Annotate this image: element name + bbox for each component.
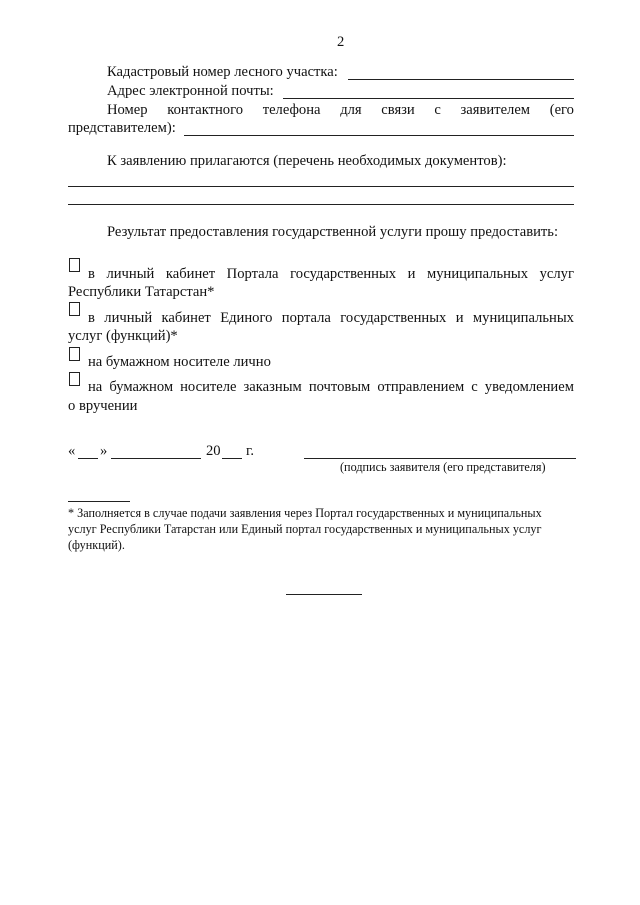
footnote-separator <box>68 501 130 502</box>
option-word: личный <box>106 266 155 282</box>
option-word: Портала <box>226 266 279 282</box>
option-word: муниципальных <box>472 310 574 326</box>
cadastral-number-label: Кадастровый номер лесного участка: <box>107 64 338 80</box>
option-word: заказным <box>243 379 302 395</box>
option-paper-registered-mail-line1 <box>88 379 574 396</box>
phone-word: заявителем <box>460 102 531 118</box>
option-paper-in-person-label: на бумажном носителе лично <box>88 354 271 370</box>
option-word: государственных <box>290 266 397 282</box>
option-word: Единого <box>220 310 273 326</box>
option-word: в <box>88 310 95 326</box>
option-word: на <box>88 379 103 395</box>
date-year-field[interactable] <box>222 458 242 459</box>
option-word: и <box>407 266 416 282</box>
attachments-field-line-1[interactable] <box>68 186 574 187</box>
option-word: уведомлением <box>484 379 574 395</box>
attachments-field-line-2[interactable] <box>68 204 574 205</box>
option-portal-rt-line2: Республики Татарстан* <box>68 284 215 300</box>
phone-word: для <box>340 102 362 118</box>
signature-field[interactable] <box>304 458 576 459</box>
option-word: и <box>455 310 464 326</box>
phone-word: с <box>434 102 441 118</box>
option-word: отправлением <box>377 379 465 395</box>
date-month-field[interactable] <box>111 458 201 459</box>
signature-caption: (подпись заявителя (его представителя) <box>340 460 546 474</box>
option-word: личный <box>104 310 153 326</box>
phone-word: (его <box>549 102 574 118</box>
result-heading: Результат предоставления государственной услуги прошу предоставить: <box>107 224 559 240</box>
option-word: портала <box>281 310 331 326</box>
date-year-prefix: 20 <box>206 443 221 459</box>
date-close-quote: » <box>100 443 108 459</box>
phone-word: телефона <box>262 102 321 118</box>
option-unified-portal-line1 <box>88 310 574 327</box>
option-unified-portal-checkbox[interactable] <box>69 302 80 316</box>
option-word: кабинет <box>165 266 216 282</box>
phone-field[interactable] <box>184 135 574 136</box>
option-word: муниципальных <box>427 266 529 282</box>
date-day-field[interactable] <box>78 458 98 459</box>
option-portal-rt-checkbox[interactable] <box>69 258 80 272</box>
phone-word: связи <box>381 102 415 118</box>
end-of-document-rule <box>286 594 362 595</box>
date-open-quote: « <box>68 443 76 459</box>
date-year-suffix: г. <box>246 443 254 459</box>
option-paper-registered-mail-checkbox[interactable] <box>69 372 80 386</box>
option-unified-portal-line2: услуг (функций)* <box>68 328 178 344</box>
option-word: почтовым <box>308 379 371 395</box>
option-paper-registered-mail-line2: о вручении <box>68 398 138 414</box>
option-word: носителе <box>180 379 237 395</box>
footnote-line-1: * Заполняется в случае подачи заявления через Портал государственных и муниципальных <box>68 506 542 520</box>
option-word: государственных <box>340 310 447 326</box>
phone-label-line2: представителем): <box>68 120 176 136</box>
cadastral-number-field[interactable] <box>348 79 574 80</box>
phone-word: контактного <box>167 102 244 118</box>
option-word: с <box>471 379 478 395</box>
footnote-line-2: услуг Республики Татарстан или Единый портал государственных и муниципальных услуг <box>68 522 542 536</box>
option-word: бумажном <box>109 379 174 395</box>
option-portal-rt-line1 <box>88 266 574 283</box>
option-word: услуг <box>539 266 574 282</box>
phone-label-line1 <box>107 102 574 119</box>
page-number: 2 <box>337 34 345 50</box>
attachments-label: К заявлению прилагаются (перечень необходимых документов): <box>107 153 507 169</box>
phone-word: Номер <box>107 102 148 118</box>
option-word: кабинет <box>161 310 211 326</box>
option-word: в <box>88 266 95 282</box>
email-field[interactable] <box>283 98 574 99</box>
option-paper-in-person-checkbox[interactable] <box>69 347 80 361</box>
email-label: Адрес электронной почты: <box>107 83 274 99</box>
footnote-line-3: (функций). <box>68 538 125 552</box>
